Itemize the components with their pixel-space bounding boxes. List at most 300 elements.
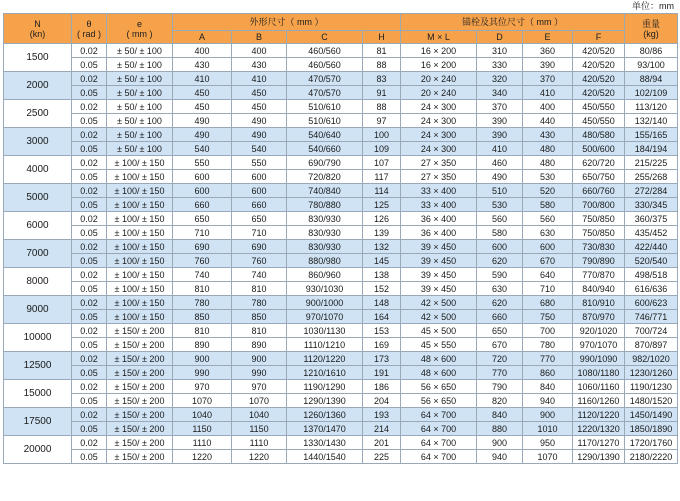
- cell-f: 920/1020: [573, 324, 625, 338]
- cell-e-bolt: 780: [523, 338, 573, 352]
- cell-h: 145: [363, 254, 401, 268]
- cell-h: 91: [363, 86, 401, 100]
- cell-a: 740: [173, 268, 232, 282]
- cell-c: 830/930: [287, 226, 363, 240]
- cell-d: 840: [477, 408, 523, 422]
- cell-theta: 0.02: [72, 268, 107, 282]
- cell-c: 1110/1210: [287, 338, 363, 352]
- cell-b: 540: [232, 142, 287, 156]
- cell-theta: 0.05: [72, 198, 107, 212]
- cell-e: ± 50/ ± 100: [107, 128, 173, 142]
- cell-e-bolt: 600: [523, 240, 573, 254]
- cell-theta: 0.02: [72, 296, 107, 310]
- cell-theta: 0.05: [72, 282, 107, 296]
- cell-d: 490: [477, 170, 523, 184]
- cell-c: 1330/1430: [287, 436, 363, 450]
- table-row: [4, 198, 678, 212]
- cell-b: 760: [232, 254, 287, 268]
- cell-theta: 0.05: [72, 338, 107, 352]
- cell-e: ± 150/ ± 200: [107, 352, 173, 366]
- cell-f: 1060/1160: [573, 380, 625, 394]
- cell-e: ± 50/ ± 100: [107, 114, 173, 128]
- cell-theta: 0.02: [72, 44, 107, 58]
- cell-h: 107: [363, 156, 401, 170]
- cell-e: ± 150/ ± 200: [107, 394, 173, 408]
- cell-f: 450/550: [573, 100, 625, 114]
- cell-e-bolt: 840: [523, 380, 573, 394]
- cell-h: 186: [363, 380, 401, 394]
- table-row: [4, 212, 678, 226]
- cell-b: 410: [232, 72, 287, 86]
- cell-f: 770/870: [573, 268, 625, 282]
- cell-f: 1170/1270: [573, 436, 625, 450]
- cell-b: 850: [232, 310, 287, 324]
- cell-weight: 520/540: [625, 254, 678, 268]
- table-row: [4, 156, 678, 170]
- cell-n: 15000: [4, 380, 72, 408]
- cell-n: 3000: [4, 128, 72, 156]
- cell-h: 125: [363, 198, 401, 212]
- cell-e-bolt: 370: [523, 72, 573, 86]
- cell-b: 600: [232, 184, 287, 198]
- cell-a: 600: [173, 184, 232, 198]
- cell-e-bolt: 1010: [523, 422, 573, 436]
- cell-d: 620: [477, 254, 523, 268]
- cell-c: 510/610: [287, 114, 363, 128]
- cell-weight: 435/452: [625, 226, 678, 240]
- table-row: [4, 338, 678, 352]
- cell-b: 550: [232, 156, 287, 170]
- cell-theta: 0.05: [72, 394, 107, 408]
- cell-f: 420/520: [573, 58, 625, 72]
- cell-c: 1190/1290: [287, 380, 363, 394]
- cell-ml: 48 × 600: [401, 352, 477, 366]
- cell-n: 5000: [4, 184, 72, 212]
- cell-c: 460/560: [287, 58, 363, 72]
- cell-b: 490: [232, 128, 287, 142]
- cell-a: 1110: [173, 436, 232, 450]
- cell-f: 420/520: [573, 44, 625, 58]
- cell-e: ± 100/ ± 150: [107, 310, 173, 324]
- cell-c: 900/1000: [287, 296, 363, 310]
- cell-b: 710: [232, 226, 287, 240]
- cell-e-bolt: 1070: [523, 450, 573, 464]
- header-n: N (kn): [4, 14, 72, 44]
- cell-theta: 0.02: [72, 408, 107, 422]
- cell-d: 390: [477, 128, 523, 142]
- cell-ml: 24 × 300: [401, 128, 477, 142]
- table-row: [4, 366, 678, 380]
- cell-c: 470/570: [287, 86, 363, 100]
- header-col-d: D: [477, 31, 523, 44]
- cell-e: ± 100/ ± 150: [107, 212, 173, 226]
- cell-e-bolt: 750: [523, 310, 573, 324]
- cell-f: 730/830: [573, 240, 625, 254]
- table-row: [4, 142, 678, 156]
- cell-c: 1370/1470: [287, 422, 363, 436]
- cell-d: 560: [477, 212, 523, 226]
- table-row: [4, 296, 678, 310]
- cell-e-bolt: 710: [523, 282, 573, 296]
- cell-theta: 0.02: [72, 352, 107, 366]
- cell-d: 390: [477, 114, 523, 128]
- cell-weight: 746/771: [625, 310, 678, 324]
- cell-d: 530: [477, 198, 523, 212]
- cell-e-bolt: 410: [523, 86, 573, 100]
- cell-weight: 102/109: [625, 86, 678, 100]
- cell-n: 20000: [4, 436, 72, 464]
- cell-e-bolt: 770: [523, 352, 573, 366]
- cell-theta: 0.05: [72, 310, 107, 324]
- cell-e-bolt: 680: [523, 296, 573, 310]
- table-row: [4, 394, 678, 408]
- cell-e: ± 150/ ± 200: [107, 366, 173, 380]
- cell-c: 1260/1360: [287, 408, 363, 422]
- cell-e: ± 150/ ± 200: [107, 408, 173, 422]
- cell-h: 214: [363, 422, 401, 436]
- cell-h: 152: [363, 282, 401, 296]
- cell-e-bolt: 560: [523, 212, 573, 226]
- cell-c: 690/790: [287, 156, 363, 170]
- cell-theta: 0.05: [72, 450, 107, 464]
- cell-h: 201: [363, 436, 401, 450]
- cell-e: ± 150/ ± 200: [107, 380, 173, 394]
- cell-e-bolt: 630: [523, 226, 573, 240]
- cell-h: 88: [363, 58, 401, 72]
- cell-e: ± 50/ ± 100: [107, 100, 173, 114]
- cell-h: 88: [363, 100, 401, 114]
- cell-e-bolt: 940: [523, 394, 573, 408]
- cell-n: 12500: [4, 352, 72, 380]
- cell-weight: 80/86: [625, 44, 678, 58]
- table-row: [4, 128, 678, 142]
- cell-weight: 330/345: [625, 198, 678, 212]
- cell-theta: 0.02: [72, 380, 107, 394]
- cell-e-bolt: 520: [523, 184, 573, 198]
- cell-n: 6000: [4, 212, 72, 240]
- cell-e-bolt: 900: [523, 408, 573, 422]
- cell-a: 810: [173, 282, 232, 296]
- header-col-c: C: [287, 31, 363, 44]
- cell-d: 820: [477, 394, 523, 408]
- cell-d: 940: [477, 450, 523, 464]
- cell-f: 1160/1260: [573, 394, 625, 408]
- cell-n: 1500: [4, 44, 72, 72]
- cell-e: ± 100/ ± 150: [107, 156, 173, 170]
- cell-d: 320: [477, 72, 523, 86]
- cell-n: 8000: [4, 268, 72, 296]
- header-weight: 重量 (kg): [625, 14, 678, 44]
- cell-ml: 39 × 450: [401, 240, 477, 254]
- cell-b: 450: [232, 100, 287, 114]
- cell-theta: 0.05: [72, 422, 107, 436]
- cell-theta: 0.02: [72, 128, 107, 142]
- cell-a: 970: [173, 380, 232, 394]
- cell-weight: 255/268: [625, 170, 678, 184]
- table-row: [4, 352, 678, 366]
- table-row: [4, 58, 678, 72]
- cell-d: 900: [477, 436, 523, 450]
- cell-theta: 0.05: [72, 170, 107, 184]
- cell-b: 1110: [232, 436, 287, 450]
- cell-h: 225: [363, 450, 401, 464]
- cell-theta: 0.02: [72, 72, 107, 86]
- cell-a: 450: [173, 100, 232, 114]
- cell-d: 630: [477, 282, 523, 296]
- cell-a: 600: [173, 170, 232, 184]
- cell-weight: 422/440: [625, 240, 678, 254]
- cell-c: 930/1030: [287, 282, 363, 296]
- cell-n: 2000: [4, 72, 72, 100]
- cell-b: 780: [232, 296, 287, 310]
- cell-a: 850: [173, 310, 232, 324]
- cell-c: 860/960: [287, 268, 363, 282]
- cell-theta: 0.02: [72, 212, 107, 226]
- header-dimensions-group: 外形尺寸（ mm ）: [173, 14, 401, 31]
- cell-weight: 1450/1490: [625, 408, 678, 422]
- cell-b: 690: [232, 240, 287, 254]
- cell-ml: 24 × 300: [401, 114, 477, 128]
- cell-a: 690: [173, 240, 232, 254]
- cell-a: 1070: [173, 394, 232, 408]
- table-row: [4, 310, 678, 324]
- cell-a: 410: [173, 72, 232, 86]
- cell-theta: 0.05: [72, 226, 107, 240]
- cell-a: 400: [173, 44, 232, 58]
- cell-a: 1220: [173, 450, 232, 464]
- cell-h: 173: [363, 352, 401, 366]
- table-row: [4, 86, 678, 100]
- cell-e: ± 100/ ± 150: [107, 240, 173, 254]
- cell-a: 1040: [173, 408, 232, 422]
- cell-f: 620/720: [573, 156, 625, 170]
- cell-a: 490: [173, 128, 232, 142]
- cell-e-bolt: 530: [523, 170, 573, 184]
- cell-weight: 982/1020: [625, 352, 678, 366]
- cell-f: 970/1070: [573, 338, 625, 352]
- cell-ml: 27 × 350: [401, 156, 477, 170]
- cell-ml: 24 × 300: [401, 100, 477, 114]
- cell-ml: 20 × 240: [401, 72, 477, 86]
- cell-d: 590: [477, 268, 523, 282]
- cell-h: 132: [363, 240, 401, 254]
- cell-e-bolt: 700: [523, 324, 573, 338]
- cell-d: 310: [477, 44, 523, 58]
- cell-e: ± 100/ ± 150: [107, 254, 173, 268]
- cell-ml: 39 × 450: [401, 254, 477, 268]
- cell-b: 430: [232, 58, 287, 72]
- cell-e: ± 50/ ± 100: [107, 86, 173, 100]
- cell-a: 450: [173, 86, 232, 100]
- cell-a: 780: [173, 296, 232, 310]
- cell-e: ± 100/ ± 150: [107, 226, 173, 240]
- cell-h: 83: [363, 72, 401, 86]
- cell-h: 148: [363, 296, 401, 310]
- cell-ml: 42 × 500: [401, 310, 477, 324]
- cell-theta: 0.02: [72, 240, 107, 254]
- cell-a: 660: [173, 198, 232, 212]
- cell-e: ± 50/ ± 100: [107, 72, 173, 86]
- header-col-ml: M × L: [401, 31, 477, 44]
- header-col-f: F: [573, 31, 625, 44]
- table-row: [4, 254, 678, 268]
- cell-h: 81: [363, 44, 401, 58]
- header-col-a: A: [173, 31, 232, 44]
- cell-d: 410: [477, 142, 523, 156]
- cell-h: 138: [363, 268, 401, 282]
- cell-b: 990: [232, 366, 287, 380]
- cell-h: 164: [363, 310, 401, 324]
- table-row: [4, 436, 678, 450]
- cell-f: 660/760: [573, 184, 625, 198]
- cell-weight: 870/897: [625, 338, 678, 352]
- cell-theta: 0.05: [72, 58, 107, 72]
- cell-c: 540/640: [287, 128, 363, 142]
- cell-e: ± 100/ ± 150: [107, 268, 173, 282]
- cell-weight: 184/194: [625, 142, 678, 156]
- cell-f: 700/800: [573, 198, 625, 212]
- cell-c: 470/570: [287, 72, 363, 86]
- header-anchor-bolts-group: 锚栓及其位尺寸（ mm ）: [401, 14, 625, 31]
- cell-c: 970/1070: [287, 310, 363, 324]
- cell-e-bolt: 950: [523, 436, 573, 450]
- cell-theta: 0.05: [72, 254, 107, 268]
- header-e: e ( mm ): [107, 14, 173, 44]
- cell-h: 100: [363, 128, 401, 142]
- cell-b: 450: [232, 86, 287, 100]
- table-row: [4, 282, 678, 296]
- cell-h: 204: [363, 394, 401, 408]
- table-row: [4, 422, 678, 436]
- cell-h: 153: [363, 324, 401, 338]
- cell-theta: 0.05: [72, 142, 107, 156]
- cell-e: ± 100/ ± 150: [107, 198, 173, 212]
- cell-e: ± 150/ ± 200: [107, 450, 173, 464]
- cell-ml: 39 × 450: [401, 268, 477, 282]
- cell-theta: 0.05: [72, 86, 107, 100]
- cell-b: 810: [232, 282, 287, 296]
- cell-c: 880/980: [287, 254, 363, 268]
- cell-f: 870/970: [573, 310, 625, 324]
- cell-c: 740/840: [287, 184, 363, 198]
- cell-d: 340: [477, 86, 523, 100]
- cell-f: 650/750: [573, 170, 625, 184]
- cell-e-bolt: 430: [523, 128, 573, 142]
- cell-theta: 0.02: [72, 436, 107, 450]
- cell-e-bolt: 670: [523, 254, 573, 268]
- cell-a: 540: [173, 142, 232, 156]
- cell-b: 660: [232, 198, 287, 212]
- table-body: [4, 44, 678, 464]
- cell-f: 1220/1320: [573, 422, 625, 436]
- table-row: [4, 170, 678, 184]
- cell-b: 400: [232, 44, 287, 58]
- cell-f: 500/600: [573, 142, 625, 156]
- cell-f: 1120/1220: [573, 408, 625, 422]
- cell-theta: 0.02: [72, 324, 107, 338]
- cell-d: 770: [477, 366, 523, 380]
- cell-d: 670: [477, 338, 523, 352]
- cell-c: 830/930: [287, 212, 363, 226]
- cell-f: 420/520: [573, 72, 625, 86]
- cell-c: 720/820: [287, 170, 363, 184]
- cell-n: 2500: [4, 100, 72, 128]
- cell-h: 169: [363, 338, 401, 352]
- cell-ml: 64 × 700: [401, 422, 477, 436]
- cell-d: 600: [477, 240, 523, 254]
- cell-n: 9000: [4, 296, 72, 324]
- cell-e: ± 50/ ± 100: [107, 142, 173, 156]
- cell-c: 460/560: [287, 44, 363, 58]
- cell-h: 97: [363, 114, 401, 128]
- cell-b: 1220: [232, 450, 287, 464]
- table-row: [4, 324, 678, 338]
- cell-weight: 616/636: [625, 282, 678, 296]
- cell-f: 990/1090: [573, 352, 625, 366]
- cell-e: ± 150/ ± 200: [107, 422, 173, 436]
- cell-ml: 64 × 700: [401, 436, 477, 450]
- cell-f: 840/940: [573, 282, 625, 296]
- cell-b: 740: [232, 268, 287, 282]
- cell-c: 1120/1220: [287, 352, 363, 366]
- cell-e: ± 150/ ± 200: [107, 338, 173, 352]
- cell-f: 750/850: [573, 212, 625, 226]
- cell-ml: 27 × 350: [401, 170, 477, 184]
- cell-ml: 16 × 200: [401, 44, 477, 58]
- cell-c: 1210/1610: [287, 366, 363, 380]
- cell-e: ± 50/ ± 100: [107, 44, 173, 58]
- cell-weight: 700/724: [625, 324, 678, 338]
- cell-h: 191: [363, 366, 401, 380]
- header-col-h: H: [363, 31, 401, 44]
- cell-ml: 45 × 550: [401, 338, 477, 352]
- cell-c: 1440/1540: [287, 450, 363, 464]
- cell-weight: 1230/1260: [625, 366, 678, 380]
- cell-d: 330: [477, 58, 523, 72]
- cell-h: 126: [363, 212, 401, 226]
- cell-e: ± 50/ ± 100: [107, 58, 173, 72]
- cell-ml: 36 × 400: [401, 212, 477, 226]
- cell-e: ± 150/ ± 200: [107, 324, 173, 338]
- cell-a: 710: [173, 226, 232, 240]
- table-row: [4, 184, 678, 198]
- cell-c: 1030/1130: [287, 324, 363, 338]
- cell-b: 900: [232, 352, 287, 366]
- cell-b: 810: [232, 324, 287, 338]
- cell-a: 900: [173, 352, 232, 366]
- cell-weight: 1720/1760: [625, 436, 678, 450]
- cell-f: 450/550: [573, 114, 625, 128]
- header-theta: θ ( rad ): [72, 14, 107, 44]
- table-row: [4, 450, 678, 464]
- cell-ml: 24 × 300: [401, 142, 477, 156]
- cell-c: 830/930: [287, 240, 363, 254]
- cell-ml: 48 × 600: [401, 366, 477, 380]
- cell-weight: 155/165: [625, 128, 678, 142]
- cell-b: 600: [232, 170, 287, 184]
- cell-theta: 0.02: [72, 156, 107, 170]
- table-row: [4, 226, 678, 240]
- cell-f: 810/910: [573, 296, 625, 310]
- cell-b: 650: [232, 212, 287, 226]
- cell-e-bolt: 360: [523, 44, 573, 58]
- cell-b: 890: [232, 338, 287, 352]
- header-col-e: E: [523, 31, 573, 44]
- table-row: [4, 114, 678, 128]
- cell-weight: 132/140: [625, 114, 678, 128]
- table-row: [4, 240, 678, 254]
- cell-h: 139: [363, 226, 401, 240]
